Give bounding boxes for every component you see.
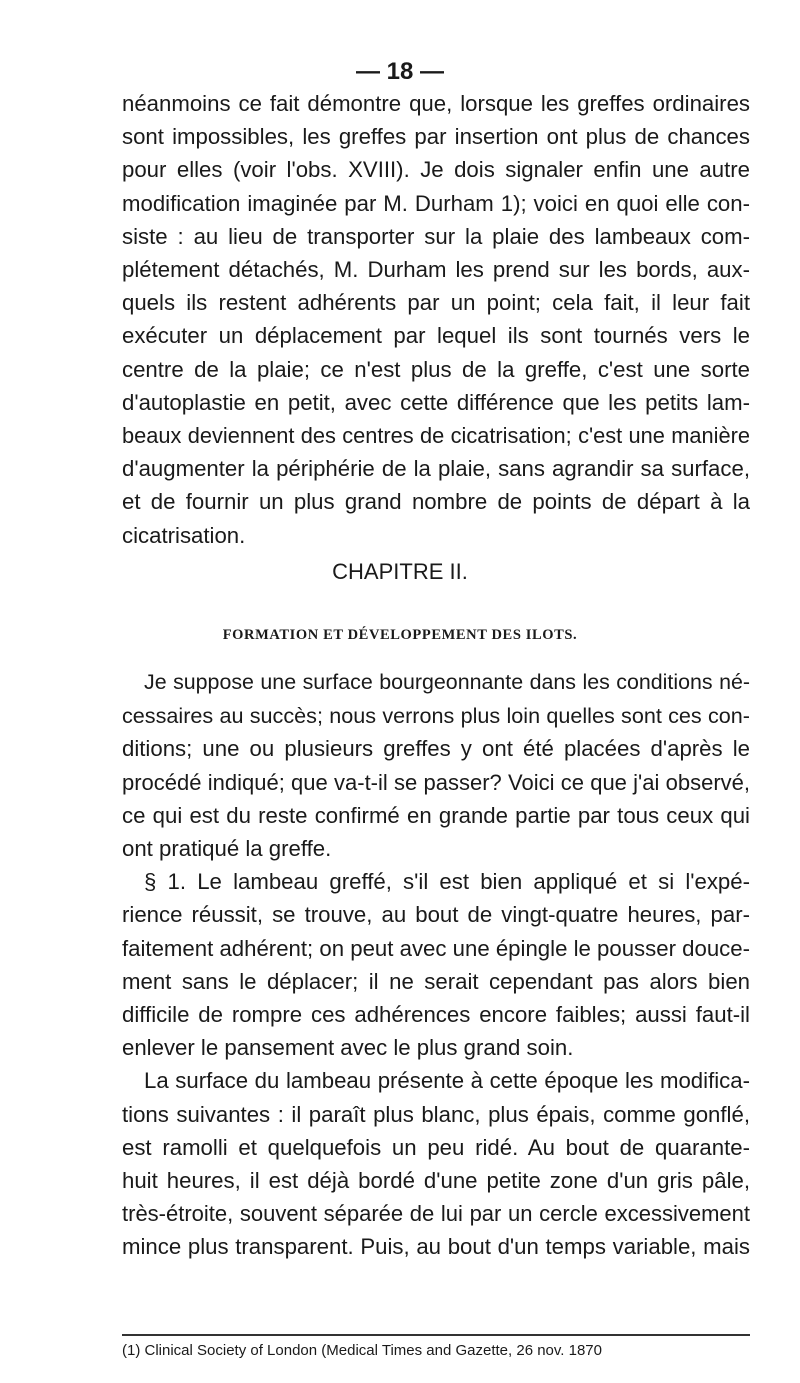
text-line: ont pratiqué la greffe. — [122, 836, 332, 862]
page-number: — 18 — — [355, 58, 445, 85]
text-line: et de fournir un plus grand nombre de points de départ à la — [122, 489, 750, 515]
text-line: ment sans le déplacer; il ne serait cependant pas alors bien — [122, 968, 750, 994]
text-line: enlever le pansement avec le plus grand soin. — [122, 1035, 574, 1061]
text-line: ce qui est du reste confirmé en grande partie par tous ceux qui — [122, 802, 750, 828]
text-line: La surface du lambeau présente à cette époque les modifica- — [144, 1068, 750, 1094]
text-line: exécuter un déplacement par lequel ils sont tournés vers le — [122, 323, 750, 349]
footnote: (1) Clinical Society of London (Medical Times and Gazette, 26 nov. 1870 — [122, 1342, 602, 1359]
text-line: est ramolli et quelquefois un peu ridé. Au bout de quarante- — [122, 1134, 750, 1160]
chapter-body — [122, 666, 750, 1264]
footnote-rule — [122, 1334, 750, 1336]
text-line: pour elles (voir l'obs. XVIII). Je dois signaler enfin une autre — [122, 157, 750, 183]
text-line: mince plus transparent. Puis, au bout d'un temps variable, mais — [122, 1234, 750, 1260]
text-line: plétement détachés, M. Durham les prend sur les bords, aux- — [122, 257, 750, 283]
text-line: centre de la plaie; ce n'est plus de la greffe, c'est une sorte — [122, 356, 750, 382]
text-line: ditions; une ou plusieurs greffes y ont été placées d'après le — [122, 736, 750, 762]
text-line: Je suppose une surface bourgeonnante dans les conditions né- — [144, 670, 750, 694]
text-line: d'augmenter la périphérie de la plaie, sans agrandir sa surface, — [122, 456, 750, 482]
text-line: cicatrisation. — [122, 522, 246, 548]
text-line: tions suivantes : il paraît plus blanc, plus épais, comme gonflé, — [122, 1101, 750, 1127]
text-line: § 1. Le lambeau greffé, s'il est bien appliqué et si l'expé- — [144, 869, 750, 895]
section-title: FORMATION ET DÉVELOPPEMENT DES ILOTS. — [222, 627, 578, 643]
text-line: d'autoplastie en petit, avec cette différence que les petits lam- — [122, 389, 750, 415]
text-line: rience réussit, se trouve, au bout de vingt-quatre heures, par- — [122, 902, 750, 928]
chapter-heading: CHAPITRE II. — [332, 559, 468, 584]
text-line: faitement adhérent; on peut avec une épingle le pousser douce- — [122, 935, 750, 961]
text-line: sont impossibles, les greffes par insertion ont plus de chances — [122, 124, 750, 150]
text-line: difficile de rompre ces adhérences encore faibles; aussi faut-il — [122, 1002, 750, 1028]
text-line: modification imaginée par M. Durham 1); voici en quoi elle con- — [122, 190, 750, 216]
text-line: huit heures, il est déjà bordé d'une petite zone d'un gris pâle, — [122, 1168, 750, 1194]
text-line: siste : au lieu de transporter sur la plaie des lambeaux com- — [122, 223, 750, 249]
text-line: très-étroite, souvent séparée de lui par un cercle excessivement — [122, 1201, 750, 1227]
text-line: néanmoins ce fait démontre que, lorsque les greffes ordinaires — [122, 91, 750, 116]
text-line: beaux deviennent des centres de cicatrisation; c'est une manière — [122, 423, 750, 449]
text-line: cessaires au succès; nous verrons plus loin quelles sont ces con- — [122, 703, 750, 729]
paragraph-continuation — [122, 87, 750, 552]
text-line: procédé indiqué; que va-t-il se passer? Voici ce que j'ai observé, — [122, 769, 750, 795]
text-line: quels ils restent adhérents par un point; cela fait, il leur fait — [122, 290, 750, 316]
